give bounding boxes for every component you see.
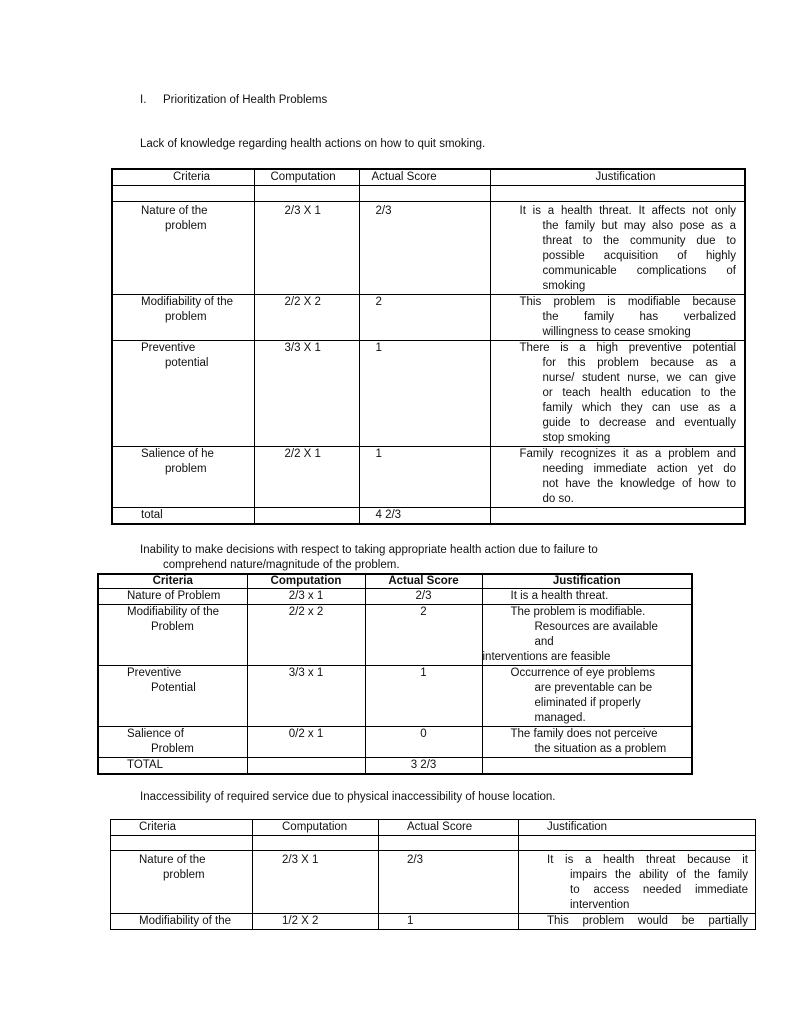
header-actual-score: Actual Score: [365, 574, 482, 588]
criteria-line: Salience of he: [141, 448, 214, 460]
justification-line: This problem would be partially: [547, 915, 748, 927]
criteria-cell: [98, 726, 247, 757]
computation-cell: 3/3 x 1: [247, 665, 365, 726]
justification-cell: [490, 202, 745, 295]
table-row: [112, 341, 745, 447]
justification-cell: [490, 447, 745, 508]
problem-2-table: [97, 573, 693, 775]
score-cell: 2/3: [359, 202, 490, 295]
criteria-cell: [112, 341, 254, 447]
justification-line: It is a health threat because it: [547, 854, 748, 866]
criteria-cell: [112, 295, 254, 341]
blank-row: [111, 836, 756, 851]
blank-row: [112, 186, 745, 202]
justification-line: the situation as a problem: [534, 742, 667, 755]
table-row: [98, 588, 692, 604]
criteria-cell: Modifiability of the: [111, 914, 253, 930]
justification-line: willingness to cease smoking: [542, 326, 691, 338]
total-row: [98, 757, 692, 774]
justification-line: Resources are available: [534, 620, 658, 633]
table-header-row: [111, 820, 756, 836]
criteria-line: Potential: [151, 681, 196, 694]
criteria-cell: [112, 202, 254, 295]
criteria-cell: [112, 447, 254, 508]
justification-line: stop smoking: [542, 432, 611, 444]
justification-line: are preventable can be: [534, 681, 653, 694]
total-score: 4 2/3: [359, 508, 490, 525]
justification-line: managed.: [534, 711, 586, 724]
criteria-line: problem: [165, 311, 207, 323]
justification-line: There is a high preventive potential: [519, 342, 736, 354]
header-computation: Computation: [254, 169, 359, 186]
criteria-line: Modifiability of the: [141, 296, 234, 308]
score-cell: 1: [365, 665, 482, 726]
header-computation: Computation: [247, 574, 365, 588]
justification-line: the family has verbalized: [542, 311, 736, 323]
justification-line: the family but may also pose as a: [542, 220, 736, 232]
section-title: Prioritization of Health Problems: [163, 94, 328, 106]
problem-3-title: Inaccessibility of required service due to physical inaccessibility of house location.: [140, 791, 556, 803]
table-row: [111, 914, 756, 930]
score-cell: 2: [359, 295, 490, 341]
table-header-row: [112, 169, 745, 186]
criteria-line: problem: [165, 463, 207, 475]
justification-cell: [490, 295, 745, 341]
score-cell: 0: [365, 726, 482, 757]
criteria-line: problem: [163, 869, 205, 881]
justification-cell: [519, 851, 756, 914]
justification-line: possible acquisition of highly: [542, 250, 736, 262]
table-row: [98, 726, 692, 757]
criteria-cell: [98, 604, 247, 665]
computation-cell: 2/3 X 1: [253, 851, 379, 914]
table-row: [98, 665, 692, 726]
justification-line: The problem is modifiable.: [510, 605, 646, 618]
header-justification: Justification: [519, 820, 756, 836]
computation-cell: 0/2 x 1: [247, 726, 365, 757]
header-justification: Justification: [490, 169, 745, 186]
problem-2-title-line-1: Inability to make decisions with respect to taking appropriate health action due to failure to: [140, 544, 598, 556]
justification-line: Occurrence of eye problems: [510, 666, 655, 679]
header-criteria: Criteria: [111, 820, 253, 836]
computation-cell: 2/3 x 1: [247, 588, 365, 604]
justification-line: interventions are feasible: [482, 650, 611, 663]
criteria-line: Preventive: [141, 342, 196, 354]
criteria-line: Salience of: [127, 727, 184, 740]
justification-cell: [482, 665, 692, 726]
header-justification: Justification: [482, 574, 692, 588]
criteria-line: Preventive: [127, 666, 182, 679]
justification-line: eliminated if properly: [534, 696, 641, 709]
justification-line: The family does not perceive: [510, 727, 658, 740]
computation-cell: 2/3 X 1: [254, 202, 359, 295]
justification-line: communicable complications of: [542, 265, 736, 277]
criteria-cell: Nature of Problem: [98, 588, 247, 604]
criteria-line: potential: [165, 357, 209, 369]
header-actual-score: Actual Score: [379, 820, 519, 836]
score-cell: 2/3: [365, 588, 482, 604]
criteria-line: Nature of the: [141, 205, 208, 217]
justification-line: do so.: [542, 493, 574, 505]
justification-line: nurse/ student nurse, we can give: [542, 372, 736, 384]
computation-cell: 3/3 X 1: [254, 341, 359, 447]
computation-cell: 2/2 x 2: [247, 604, 365, 665]
problem-3-table: [110, 819, 756, 930]
criteria-cell: [111, 851, 253, 914]
score-cell: 2: [365, 604, 482, 665]
criteria-line: Problem: [151, 620, 194, 633]
computation-cell: 2/2 X 2: [254, 295, 359, 341]
section-number: I.: [140, 94, 147, 106]
header-actual-score: Actual Score: [359, 169, 490, 186]
computation-cell: 2/2 X 1: [254, 447, 359, 508]
score-cell: 2/3: [379, 851, 519, 914]
table-row: [111, 851, 756, 914]
table-row: [112, 447, 745, 508]
justification-line: needing immediate action yet do: [542, 463, 736, 475]
justification-cell: [519, 914, 756, 930]
total-score: 3 2/3: [365, 757, 482, 774]
score-cell: 1: [359, 447, 490, 508]
criteria-line: problem: [165, 220, 207, 232]
total-label: total: [112, 508, 254, 525]
table-row: [98, 604, 692, 665]
problem-2-title-line-2: comprehend nature/magnitude of the problem.: [163, 559, 400, 571]
justification-line: impairs the ability of the family: [570, 869, 748, 881]
header-computation: Computation: [253, 820, 379, 836]
justification-line: This problem is modifiable because: [519, 296, 736, 308]
justification-cell: [482, 726, 692, 757]
justification-line: It is a health threat. It affects not only: [519, 205, 736, 217]
criteria-line: Nature of the: [139, 854, 206, 866]
criteria-cell: [98, 665, 247, 726]
justification-line: smoking: [542, 280, 586, 292]
header-criteria: Criteria: [112, 169, 254, 186]
justification-line: threat to the community due to: [542, 235, 736, 247]
justification-line: to access needed immediate: [570, 884, 748, 896]
header-criteria: Criteria: [98, 574, 247, 588]
score-cell: 1: [379, 914, 519, 930]
justification-line: Family recognizes it as a problem and: [519, 448, 736, 460]
criteria-line: Problem: [151, 742, 194, 755]
justification-line: intervention: [570, 899, 630, 911]
table-row: [112, 202, 745, 295]
problem-1-title: Lack of knowledge regarding health actions on how to quit smoking.: [140, 138, 486, 150]
computation-cell: 1/2 X 2: [253, 914, 379, 930]
justification-line: not have the knowledge of how to: [542, 478, 736, 490]
justification-line: and: [534, 635, 554, 648]
justification-cell: [490, 341, 745, 447]
justification-line: for this problem because as a: [542, 357, 736, 369]
table-header-row: [98, 574, 692, 588]
justification-line: or teach health education to the: [542, 387, 736, 399]
justification-line: guide to decrease and eventually: [542, 417, 736, 429]
criteria-line: Modifiability of the: [127, 605, 220, 618]
score-cell: 1: [359, 341, 490, 447]
total-row: [112, 508, 745, 525]
justification-line: family which they can use as a: [542, 402, 736, 414]
justification-cell: [482, 604, 692, 665]
total-label: TOTAL: [98, 757, 247, 774]
justification-cell: It is a health threat.: [482, 588, 692, 604]
problem-1-table: [111, 168, 746, 525]
table-row: [112, 295, 745, 341]
